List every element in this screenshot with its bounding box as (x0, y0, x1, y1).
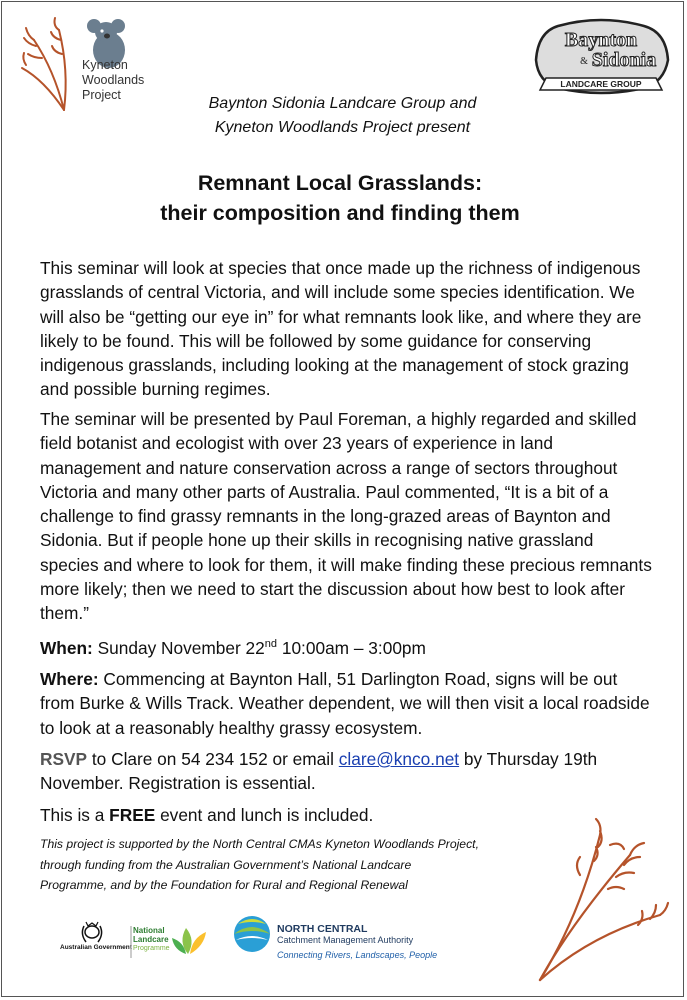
grass-decoration-icon (520, 815, 670, 985)
rsvp-text: to Clare on 54 234 152 or email (91, 749, 334, 769)
when-label: When: (40, 638, 93, 658)
bs-logo-word-2: Sidonia (591, 49, 657, 71)
support-statement: This project is supported by the North Central CMAs Kyneton Woodlands Project, through funding from the Australian Government’s National Landcare Programme, and by the Foundation for Rural and Regional Renewal (40, 837, 479, 892)
where-paragraph (40, 667, 652, 740)
when-line (40, 636, 652, 660)
when-date-suffix: nd (264, 638, 278, 651)
free-event-line: This is a FREE event and lunch is included. (40, 805, 374, 825)
presenters-heading: Baynton Sidonia Landcare Group and Kyneton Woodlands Project present (208, 95, 477, 136)
kyneton-woodlands-logo-text: Kyneton Woodlands Project (82, 58, 145, 102)
bs-logo-word-1: Baynton (564, 29, 638, 51)
australian-government-crest-icon (62, 920, 140, 960)
australian-government-label: Australian Government (60, 944, 132, 951)
ncma-tagline: Connecting Rivers, Landscapes, People (277, 950, 438, 960)
presenter-paragraph: The seminar will be presented by Paul Foreman, a highly regarded and skilled field botanist and ecologist with over 23 years of experience in land management and nature conservation across a range of sectors throughout Victoria and many other parts of Australia. Paul commented, “It is a bit of a challenge to find grassy remnants in the long-grazed areas of Baynton and Sidonia. But if people hone up their skills in recognising native grassland species and where to look for them, it will make finding these precious remnants more likely; then we need to start the discussion about how best to look after them.” (40, 409, 652, 624)
north-central-cma-logo-icon (232, 914, 272, 954)
page-title: Remnant Local Grasslands: their composition and finding them (160, 171, 520, 225)
rsvp-deadline: by Thursday 19th November. Registration is essential. (40, 749, 598, 794)
bs-logo-subtitle: LANDCARE GROUP (560, 79, 642, 89)
national-landcare-label: National Landcare (133, 926, 169, 944)
where-label: Where: (40, 669, 99, 689)
where-text: Commencing at Baynton Hall, 51 Darlington Road, signs will be out from Burke & Wills Track. Weather dependent, we will then visit a local roadside to look at a reasonably healthy grassy ecosystem. (40, 669, 650, 738)
catchment-authority-label: Catchment Management Authority (277, 935, 414, 945)
rsvp-label: RSVP (40, 749, 88, 769)
north-central-title: NORTH CENTRAL (277, 923, 368, 935)
baynton-sidonia-logo (528, 12, 674, 100)
when-date: Sunday November 22 (97, 638, 265, 658)
when-time: 10:00am – 3:00pm (281, 638, 426, 658)
bs-logo-amp: & (580, 56, 588, 67)
rsvp-paragraph (40, 747, 652, 796)
free-emphasis: FREE (109, 805, 156, 825)
seminar-description-paragraph: This seminar will look at species that once made up the richness of indigenous grasslands of central Victoria, and will include some species identification. We will also be “getting our eye in” for what remnants look like, and where they are likely to be found. This will be followed by some guidance for conserving indigenous grasslands, including looking at the management of stock grazing and possible burning regimes. (40, 258, 642, 400)
national-landcare-programme-label: Programme (133, 945, 170, 952)
email-link[interactable]: clare@knco.net (338, 749, 460, 769)
